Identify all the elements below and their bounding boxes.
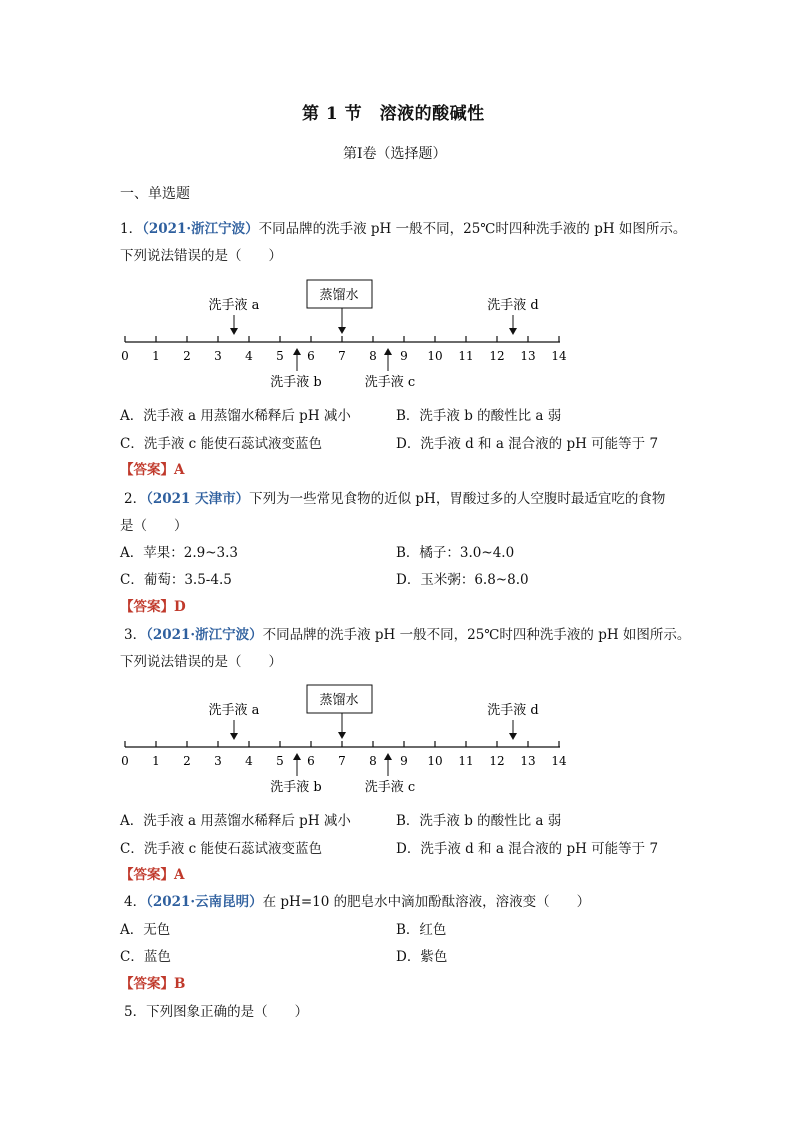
- tick-label: 8: [369, 754, 377, 768]
- arrow-down-icon: [509, 733, 517, 740]
- question-number: 3．: [124, 627, 147, 643]
- q3-answer: 【答案】A: [120, 867, 185, 883]
- q3-option-d: D．洗手液 d 和 a 混合液的 pH 可能等于 7: [396, 841, 659, 857]
- tick-label: 3: [214, 349, 222, 363]
- tick-label: 1: [152, 349, 160, 363]
- question-text: 下列图象正确的是（ ）: [146, 1004, 309, 1020]
- label-c: 洗手液 c: [364, 780, 416, 795]
- distilled-water-label: 蒸馏水: [319, 288, 359, 303]
- arrow-down-icon: [230, 733, 238, 740]
- question-text: 在 pH=10 的肥皂水中滴加酚酞溶液，溶液变（ ）: [262, 894, 591, 910]
- tick-label: 7: [338, 754, 346, 768]
- tick-label: 6: [307, 754, 315, 768]
- question-5-stem-line1: [124, 1000, 308, 1020]
- question-1-stem-line1: [120, 217, 686, 237]
- page-title: 第 1 节 溶液的酸碱性: [302, 104, 485, 124]
- tick-label: 12: [489, 754, 505, 768]
- question-4-stem-line1: [124, 890, 590, 910]
- label-c: 洗手液 c: [364, 375, 416, 390]
- tick-label: 13: [520, 754, 536, 768]
- q4-option-c: C．蓝色: [120, 949, 171, 965]
- arrow-down-icon: [338, 327, 346, 334]
- q1-option-b: B．洗手液 b 的酸性比 a 弱: [396, 408, 562, 424]
- tick-label: 14: [551, 349, 567, 363]
- question-number: 2．: [124, 491, 147, 507]
- question-2-stem-line1: [124, 487, 665, 507]
- question-source: （2021·浙江宁波）: [142, 221, 259, 237]
- q1-option-c: C．洗手液 c 能使石蕊试液变蓝色: [120, 436, 322, 452]
- tick-label: 8: [369, 349, 377, 363]
- question-1-stem-line2: 下列说法错误的是（ ）: [120, 248, 282, 264]
- q2-answer: 【答案】D: [120, 599, 186, 615]
- question-source: （2021 天津市）: [146, 491, 250, 507]
- ph-scale-diagram-2: [110, 683, 580, 798]
- volume-heading: 第Ⅰ卷（选择题）: [343, 146, 447, 162]
- tick-label: 0: [121, 754, 129, 768]
- q4-option-d: D．紫色: [396, 949, 448, 965]
- label-a: 洗手液 a: [208, 703, 260, 718]
- tick-marks: [121, 741, 567, 768]
- q1-option-d: D．洗手液 d 和 a 混合液的 pH 可能等于 7: [396, 436, 659, 452]
- tick-label: 10: [427, 754, 443, 768]
- question-text: 下列为一些常见食物的近似 pH，胃酸过多的人空腹时最适宜吃的食物: [249, 491, 666, 507]
- tick-label: 11: [458, 754, 474, 768]
- tick-label: 0: [121, 349, 129, 363]
- tick-label: 1: [152, 754, 160, 768]
- q1-option-a: A．洗手液 a 用蒸馏水稀释后 pH 减小: [120, 408, 351, 424]
- tick-label: 7: [338, 349, 346, 363]
- label-d: 洗手液 d: [487, 298, 539, 313]
- tick-label: 6: [307, 349, 315, 363]
- question-3-stem-line1: [124, 623, 690, 643]
- q2-option-b: B．橘子：3.0~4.0: [396, 545, 515, 561]
- tick-label: 12: [489, 349, 505, 363]
- tick-label: 4: [245, 349, 253, 363]
- label-b: 洗手液 b: [270, 780, 322, 795]
- arrow-up-icon: [293, 753, 301, 760]
- tick-label: 13: [520, 349, 536, 363]
- question-text: 不同品牌的洗手液 pH 一般不同，25℃时四种洗手液的 pH 如图所示。: [258, 221, 687, 237]
- q2-option-a: A．苹果：2.9~3.3: [120, 545, 238, 561]
- q4-answer: 【答案】B: [120, 976, 186, 992]
- q1-answer: 【答案】A: [120, 462, 185, 478]
- arrow-up-icon: [293, 348, 301, 355]
- q4-option-a: A．无色: [120, 922, 171, 938]
- label-b: 洗手液 b: [270, 375, 322, 390]
- ph-scale-diagram-1: [110, 278, 580, 393]
- tick-label: 10: [427, 349, 443, 363]
- arrow-down-icon: [338, 732, 346, 739]
- label-a: 洗手液 a: [208, 298, 260, 313]
- question-3-stem-line2: 下列说法错误的是（ ）: [120, 654, 282, 670]
- arrow-up-icon: [384, 348, 392, 355]
- question-source: （2021·浙江宁波）: [146, 627, 263, 643]
- question-2-stem-line2: 是（ ）: [120, 518, 188, 534]
- tick-label: 14: [551, 754, 567, 768]
- question-source: （2021·云南昆明）: [146, 894, 263, 910]
- tick-label: 3: [214, 754, 222, 768]
- question-text: 不同品牌的洗手液 pH 一般不同，25℃时四种洗手液的 pH 如图所示。: [262, 627, 691, 643]
- tick-label: 5: [276, 754, 284, 768]
- question-number: 4．: [124, 894, 147, 910]
- tick-label: 2: [183, 754, 191, 768]
- question-number: 1．: [120, 221, 143, 237]
- q3-option-c: C．洗手液 c 能使石蕊试液变蓝色: [120, 841, 322, 857]
- q4-option-b: B．红色: [396, 922, 447, 938]
- q2-option-d: D．玉米粥：6.8~8.0: [396, 572, 529, 588]
- distilled-water-label: 蒸馏水: [319, 693, 359, 708]
- tick-label: 11: [458, 349, 474, 363]
- question-number: 5．: [124, 1004, 147, 1020]
- tick-label: 4: [245, 754, 253, 768]
- tick-label: 2: [183, 349, 191, 363]
- tick-marks: [121, 336, 567, 363]
- section-heading: 一、单选题: [120, 186, 190, 202]
- arrow-down-icon: [509, 328, 517, 335]
- tick-label: 9: [400, 349, 408, 363]
- arrow-down-icon: [230, 328, 238, 335]
- q3-option-a: A．洗手液 a 用蒸馏水稀释后 pH 减小: [120, 813, 351, 829]
- arrow-up-icon: [384, 753, 392, 760]
- label-d: 洗手液 d: [487, 703, 539, 718]
- tick-label: 9: [400, 754, 408, 768]
- q2-option-c: C．葡萄：3.5-4.5: [120, 572, 232, 588]
- tick-label: 5: [276, 349, 284, 363]
- q3-option-b: B．洗手液 b 的酸性比 a 弱: [396, 813, 562, 829]
